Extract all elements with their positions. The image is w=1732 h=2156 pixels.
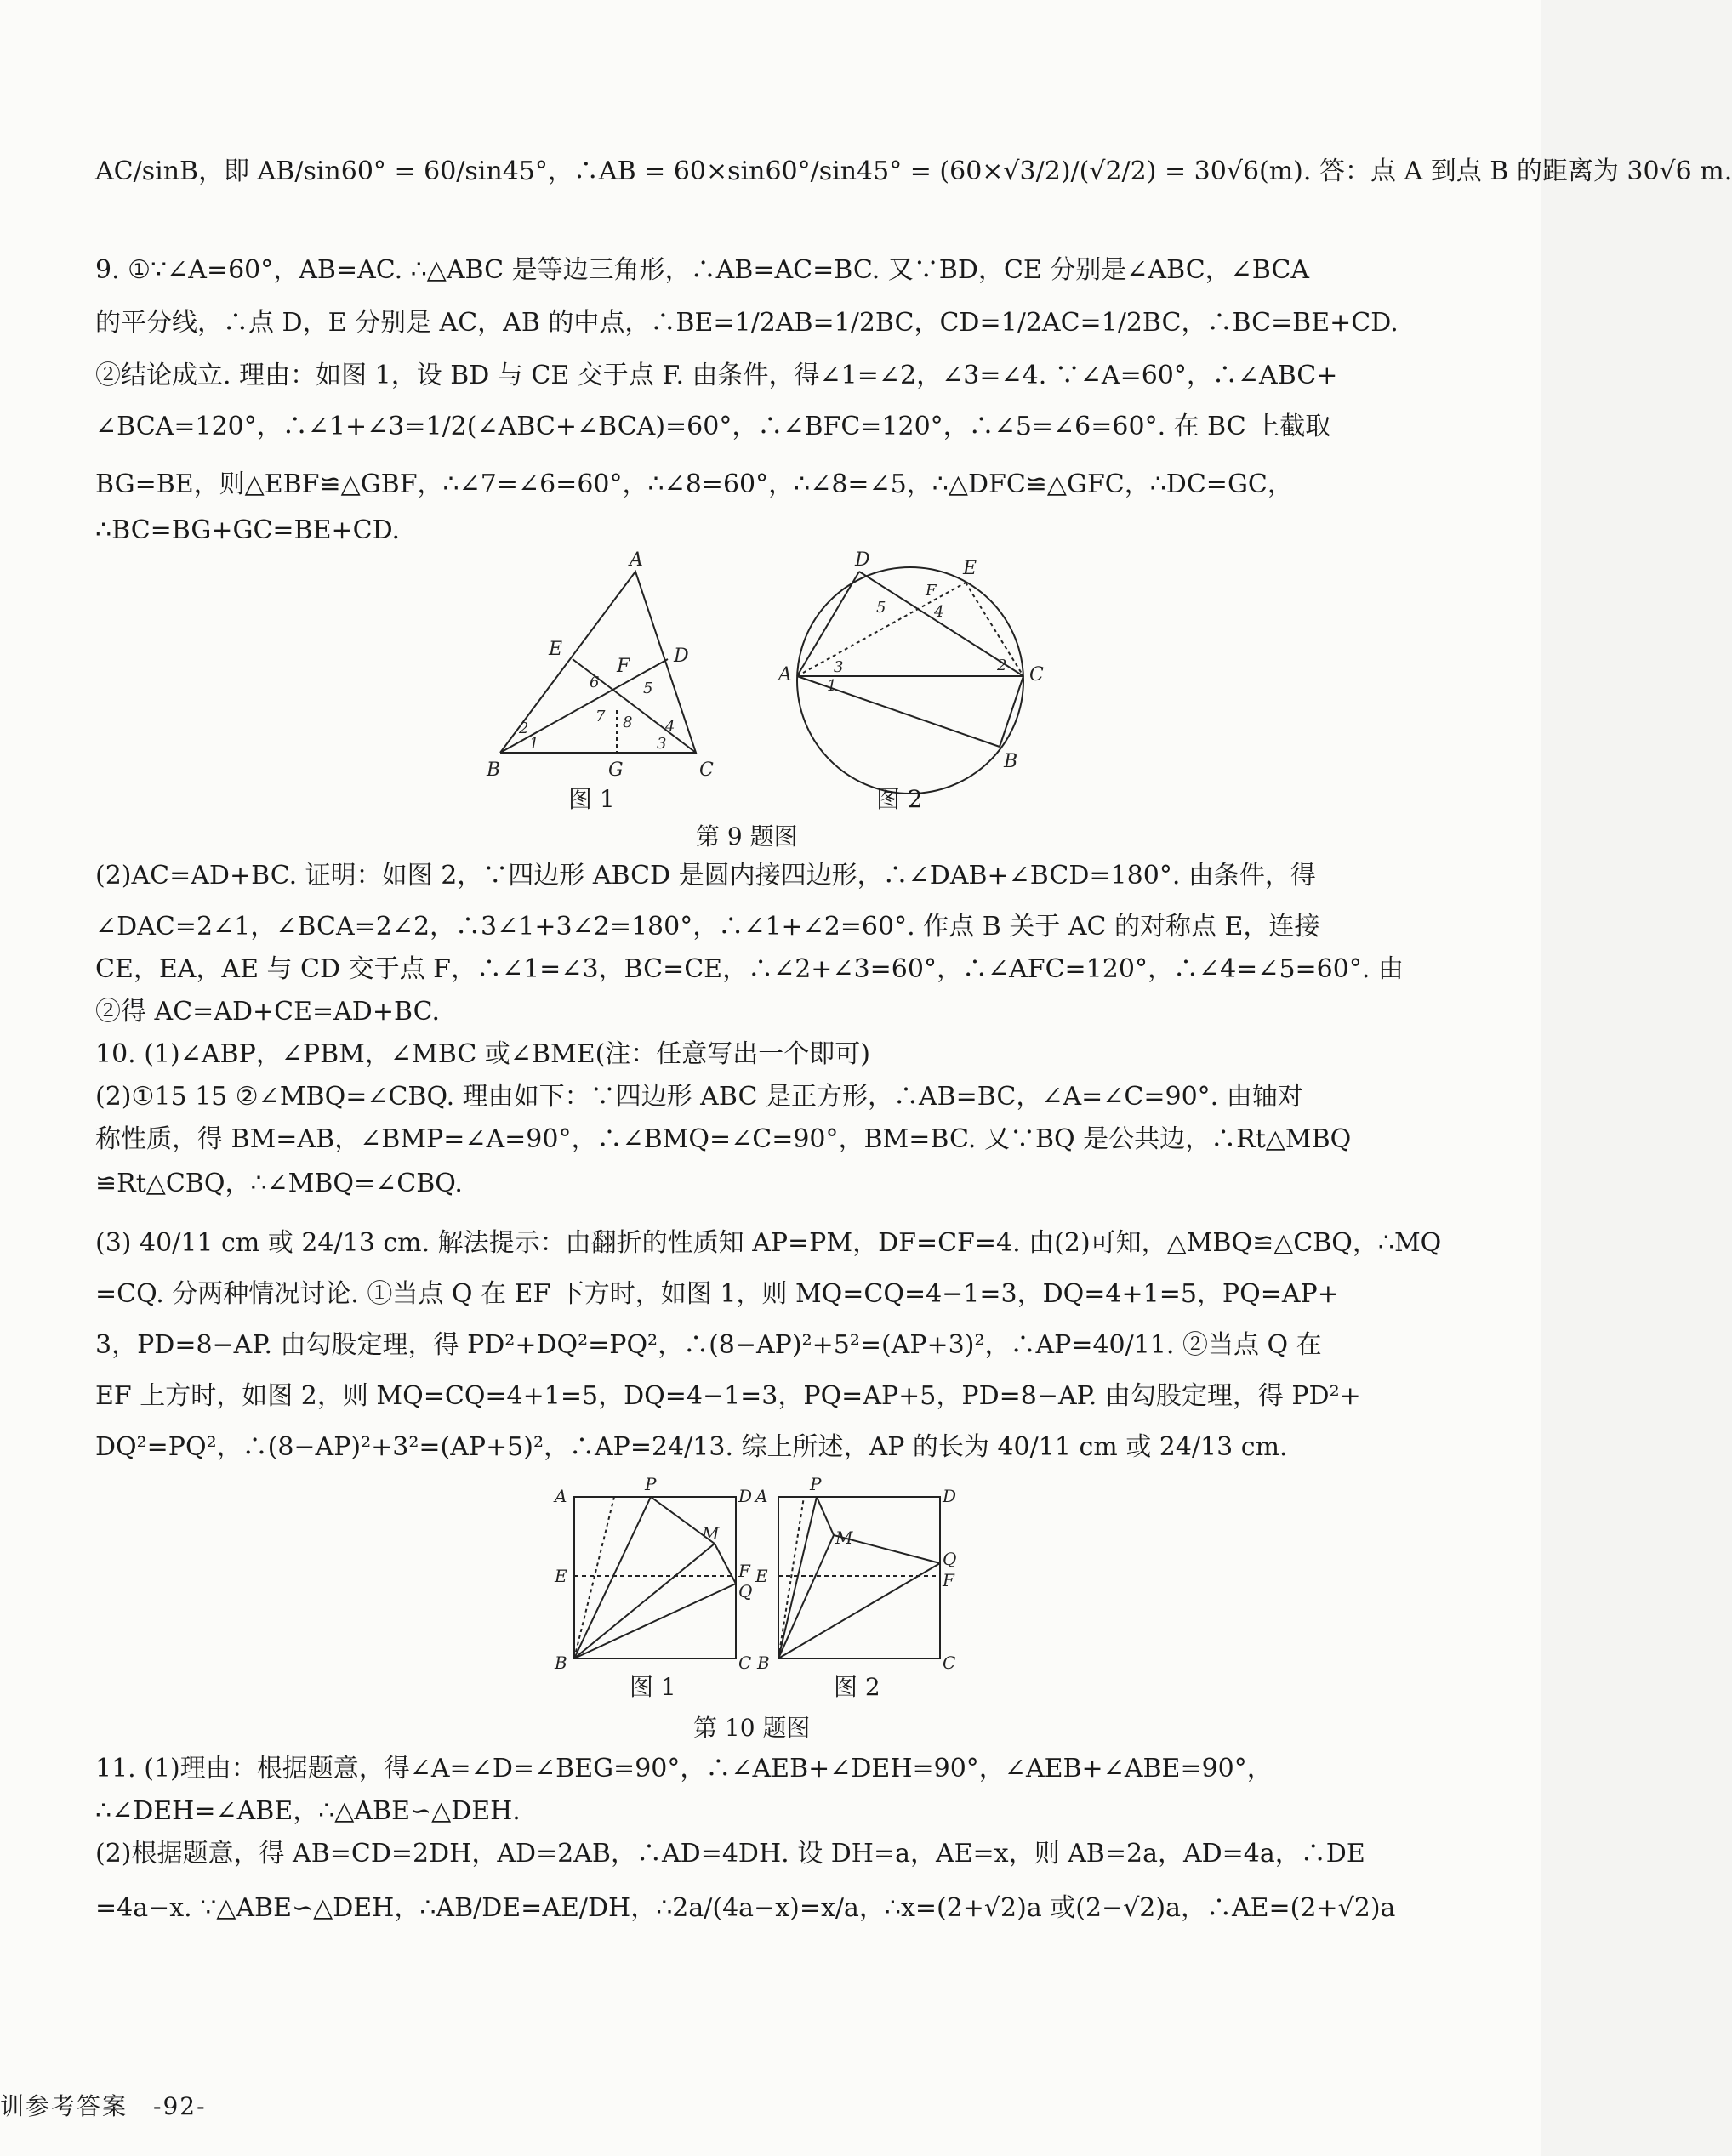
fig9-label: 1 — [529, 735, 539, 753]
fig9-label: A — [778, 664, 792, 685]
fig10-label: F — [738, 1561, 750, 1581]
fig10-label: E — [555, 1566, 567, 1586]
fig9-label: 3 — [834, 658, 844, 676]
figure-title: 第 10 题图 — [693, 1714, 811, 1742]
fig10-label: B — [555, 1653, 567, 1673]
fig10-label: B — [757, 1653, 770, 1673]
text-line: =CQ. 分两种情况讨论. ①当点 Q 在 EF 下方时，如图 1，则 MQ=CQ=4−1=3，DQ=4+1=5，PQ=AP+ — [95, 1279, 1339, 1309]
fig9-label: G — [608, 759, 624, 781]
figure-9 — [476, 549, 1055, 808]
text-line: ∠DAC=2∠1，∠BCA=2∠2，∴3∠1+3∠2=180°，∴∠1+∠2=60°. 作点 B 关于 AC 的对称点 E，连接 — [95, 912, 1320, 941]
fig9-label: C — [1029, 664, 1044, 685]
fig10-label: D — [943, 1486, 957, 1506]
fig9-label: B — [487, 759, 501, 781]
text-line: (2)AC=AD+BC. 证明：如图 2，∵四边形 ABCD 是圆内接四边形，∴∠DAB+∠BCD=180°. 由条件，得 — [95, 861, 1316, 890]
fig9-label: E — [549, 639, 563, 660]
text-line: ≌Rt△CBQ，∴∠MBQ=∠CBQ. — [95, 1169, 463, 1198]
fig10-label: D — [738, 1486, 753, 1506]
fig9-label: 2 — [997, 657, 1007, 674]
fig9-label: 3 — [657, 735, 667, 753]
text-line-q11: 11. (1)理由：根据题意，得∠A=∠D=∠BEG=90°，∴∠AEB+∠DEH=90°，∠AEB+∠ABE=90°， — [95, 1754, 1273, 1783]
fig9-label: A — [630, 549, 643, 571]
figure-caption: 图 2 — [834, 1673, 880, 1701]
page-footer: 训参考答案 -92- — [0, 2092, 207, 2120]
fig9-label: C — [699, 759, 714, 781]
text-line: ②结论成立. 理由：如图 1，设 BD 与 CE 交于点 F. 由条件，得∠1=∠2，∠3=∠4. ∵∠A=60°，∴∠ABC+ — [95, 361, 1338, 390]
fig9-label: D — [855, 549, 870, 571]
fig10-label: M — [835, 1527, 853, 1548]
fig9-label: D — [674, 646, 689, 667]
text-line: CE，EA，AE 与 CD 交于点 F，∴∠1=∠3，BC=CE，∴∠2+∠3=60°，∴∠AFC=120°，∴∠4=∠5=60°. 由 — [95, 954, 1404, 984]
figure-caption: 图 2 — [876, 785, 923, 813]
figure-10 — [544, 1471, 987, 1675]
fig9-label: 1 — [827, 677, 837, 695]
fig9-label: 2 — [519, 720, 529, 737]
fig9-label: F — [617, 656, 630, 677]
fig10-label: C — [943, 1653, 956, 1673]
fig10-label: C — [738, 1653, 752, 1673]
fig9-label: 7 — [595, 708, 606, 725]
fig10-label: F — [943, 1570, 954, 1590]
text-line: =4a−x. ∵△ABE∽△DEH，∴AB/DE=AE/DH，∴2a/(4a−x)=x/a，∴x=(2+√2)a 或(2−√2)a，∴AE=(2+√2)a — [95, 1893, 1396, 1923]
figure-title: 第 9 题图 — [696, 822, 798, 850]
text-line-q9: 9. ①∵∠A=60°，AB=AC. ∴△ABC 是等边三角形，∴AB=AC=BC. 又∵BD，CE 分别是∠ABC，∠BCA — [95, 255, 1310, 285]
fig10-label: E — [755, 1566, 768, 1586]
fig10-label: Q — [943, 1549, 957, 1569]
text-line: BG=BE，则△EBF≌△GBF，∴∠7=∠6=60°，∴∠8=60°，∴∠8=∠5，∴△DFC≌△GFC，∴DC=GC， — [95, 469, 1293, 499]
figure-caption: 图 1 — [568, 785, 615, 813]
text-line: AC/sinB，即 AB/sin60° = 60/sin45°，∴AB = 60×sin60°/sin45° = (60×√3/2)/(√2/2) = 30√6(m). 答：点 A 到点 B 的距离为 30√6 m. — [95, 156, 1732, 186]
fig10-label: P — [645, 1474, 657, 1494]
fig9-label: 8 — [623, 714, 633, 731]
text-line: ②得 AC=AD+CE=AD+BC. — [95, 997, 441, 1027]
figure-caption: 图 1 — [630, 1673, 676, 1701]
text-line: EF 上方时，如图 2，则 MQ=CQ=4+1=5，DQ=4−1=3，PQ=AP+5，PD=8−AP. 由勾股定理，得 PD²+ — [95, 1381, 1361, 1411]
fig10-label: P — [810, 1474, 822, 1494]
fig9-label: E — [963, 558, 977, 579]
fig9-label: 4 — [934, 603, 944, 621]
fig9-label: F — [926, 582, 937, 600]
fig10-label: Q — [738, 1581, 753, 1601]
fig9-label: 5 — [876, 599, 886, 617]
text-line: (2)根据题意，得 AB=CD=2DH，AD=2AB，∴AD=4DH. 设 DH=a，AE=x，则 AB=2a，AD=4a，∴DE — [95, 1839, 1365, 1869]
text-line: (2)①15 15 ②∠MBQ=∠CBQ. 理由如下：∵四边形 ABC 是正方形，∴AB=BC，∠A=∠C=90°. 由轴对 — [95, 1082, 1303, 1112]
fig9-label: 4 — [665, 718, 675, 736]
text-line: DQ²=PQ²，∴(8−AP)²+3²=(AP+5)²，∴AP=24/13. 综上所述，AP 的长为 40/11 cm 或 24/13 cm. — [95, 1432, 1288, 1462]
text-line: ∴∠DEH=∠ABE，∴△ABE∽△DEH. — [95, 1796, 521, 1826]
fig9-label: 5 — [643, 680, 653, 697]
text-line: (3) 40/11 cm 或 24/13 cm. 解法提示：由翻折的性质知 AP=PM，DF=CF=4. 由(2)可知，△MBQ≌△CBQ，∴MQ — [95, 1228, 1442, 1258]
fig10-label: A — [555, 1486, 567, 1506]
fig9-label: 6 — [590, 674, 600, 691]
text-line: 的平分线，∴点 D，E 分别是 AC，AB 的中点，∴BE=1/2AB=1/2BC，CD=1/2AC=1/2BC，∴BC=BE+CD. — [95, 308, 1399, 338]
text-line-q10: 10. (1)∠ABP，∠PBM，∠MBC 或∠BME(注：任意写出一个即可) — [95, 1039, 871, 1069]
fig10-label: A — [755, 1486, 768, 1506]
text-line: 3，PD=8−AP. 由勾股定理，得 PD²+DQ²=PQ²，∴(8−AP)²+5²=(AP+3)²，∴AP=40/11. ②当点 Q 在 — [95, 1330, 1322, 1360]
fig10-label: M — [702, 1523, 720, 1544]
text-line: ∴BC=BG+GC=BE+CD. — [95, 515, 401, 545]
text-line: 称性质，得 BM=AB，∠BMP=∠A=90°，∴∠BMQ=∠C=90°，BM=BC. 又∵BQ 是公共边，∴Rt△MBQ — [95, 1124, 1352, 1154]
text-line: ∠BCA=120°，∴∠1+∠3=1/2(∠ABC+∠BCA)=60°，∴∠BFC=120°，∴∠5=∠6=60°. 在 BC 上截取 — [95, 412, 1331, 441]
fig9-label: B — [1004, 751, 1018, 772]
